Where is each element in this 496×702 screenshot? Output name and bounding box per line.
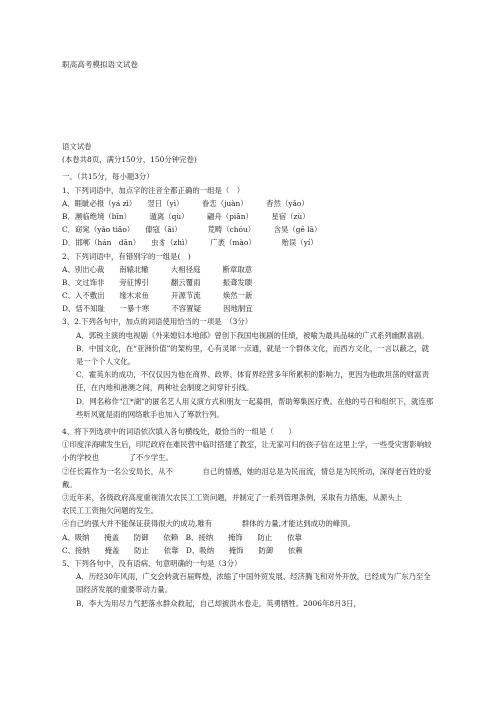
question-3-stem: 3、2.下列各句中，加点的词语使用恰当的一项是 （3分） — [62, 317, 253, 327]
question-1-option-c: C．窈窕（yǎo tiǎo） 傣寇（āi） 荒畴（chóu） 含昊（gē lā） — [62, 225, 322, 235]
question-2-option-b: B、文过饰非 旁征博引 翻云覆雨 振聋发聩 — [62, 277, 253, 287]
question-3-option-b: B．中国文化，在“亚洲价值”的架构里，心有灵犀一点通，就是一个群体文化，而西方文化，一言以蔽之，就是一个个人文化。 — [76, 343, 429, 367]
question-1-option-d: D．邯郸（hán dān） 虫豸（zhì） 广袤（mào） 贻误（yí） — [62, 238, 318, 248]
question-4-sentence-4: ④自己的强大并不能保证获得很大的成功,唯有 群体的力量,才能达到成功的峰顶。 — [62, 519, 355, 529]
exam-subtitle: (本卷共8页，满分150分，150分钟完卷) — [62, 155, 197, 165]
page-header: 职高高考模拟语文试卷 — [62, 60, 138, 69]
question-4-options-cd: C、接纳 掩盖 防止 依靠 D、吸纳 掩饰 防御 依赖 — [62, 545, 303, 555]
question-2-option-a: A、别出心裁 南辕北辙 大相径庭 断章取意 — [62, 264, 253, 274]
question-1-option-a: A．睚眦必报（yá zì） 翌日（yì） 眷恋（juàn） 杳然（yǎo） — [62, 198, 309, 208]
question-4-sentence-3: ③近年来，各级政府高度重视清欠农民工工资问题，并制定了一系列管理条例，采取有力措施，从源头上 农民工工资拖欠问题的发生。 — [62, 493, 432, 516]
question-5-option-b: B．李大为用尽力气把落水群众救起，自己却被洪水卷走，英勇牺牲。2006年8月3日， — [76, 598, 361, 608]
question-1-option-b: B．濒临绝境（bīn） 遁离（qù） 翩舟（piān） 星宿（zù） — [62, 211, 310, 221]
question-4-sentence-1: ①印度洋海啸发生后，印尼政府在难民营中临时搭建了教室，让无家可归的孩子信在这里上学，一些受灾害影响较小的学校也 了不少学生。 — [62, 440, 432, 463]
question-3-option-a: A．郭锐主演的电视剧《外来媳妇本地郎》曾创下我国电视剧的佳绩，被喻为最具品味的广式系列幽默喜剧。 — [76, 330, 429, 340]
question-3-option-c: C．霍英东的成功，不仅仅因为他在商界、政界、体育界经营多年所累积的影响力，更因为他敢坦荡的财富责任，在内地和港澳之间，两种社会制度之间穿针引线。 — [76, 370, 430, 393]
question-3-option-d: D．网名称作“江*湖”的匿名艺人用义演方式和朋友一起募捐，帮助筹集医疗费。在他的号召和组织下，就连那些听风就是雨的网络歌手也加入了筹款行列。 — [76, 396, 434, 419]
question-4-stem: 4、将下列选项中的词语依次填入各句横线处，最恰当的一组是（ ） — [62, 427, 296, 437]
question-1-stem: 1、下列词语中，加点字的注音全都正确的一组是（ ） — [62, 185, 245, 195]
question-5-stem: 5、下列各句中，没有语病、句意明确的一句是（3分） — [62, 559, 242, 569]
exam-content — [62, 140, 436, 610]
question-5-option-a: A．历经30年风雨，广交会转就百届辉煌，浓缩了中国外贸发展、经济腾飞和对外开放，已经成为广东乃至全国经济发展的重要带动力量。 — [76, 572, 431, 595]
question-2-option-c: C、入不敷出 缘木求鱼 开源节流 焕然一新 — [62, 291, 253, 301]
question-4-sentence-2: ②任长霞作为一名公安局长，从不 自己的情感，她的泪总是为民而流，情总是为民所动，深得老百姓的爱戴。 — [62, 466, 432, 489]
question-4-options-ab: A、吸纳 掩盖 防御 依赖 B、接纳 掩饰 防止 依靠 — [62, 532, 302, 542]
question-2-stem: 2、下列词语中，有错别字的一组是( ) — [62, 251, 191, 261]
question-2-option-d: D、恬不知耻 一暴十寒 不容置疑 因地制宜 — [62, 304, 253, 314]
exam-title: 语文试卷 — [62, 142, 92, 151]
section-heading: 一、（共15分，每小题3分） — [62, 172, 154, 182]
